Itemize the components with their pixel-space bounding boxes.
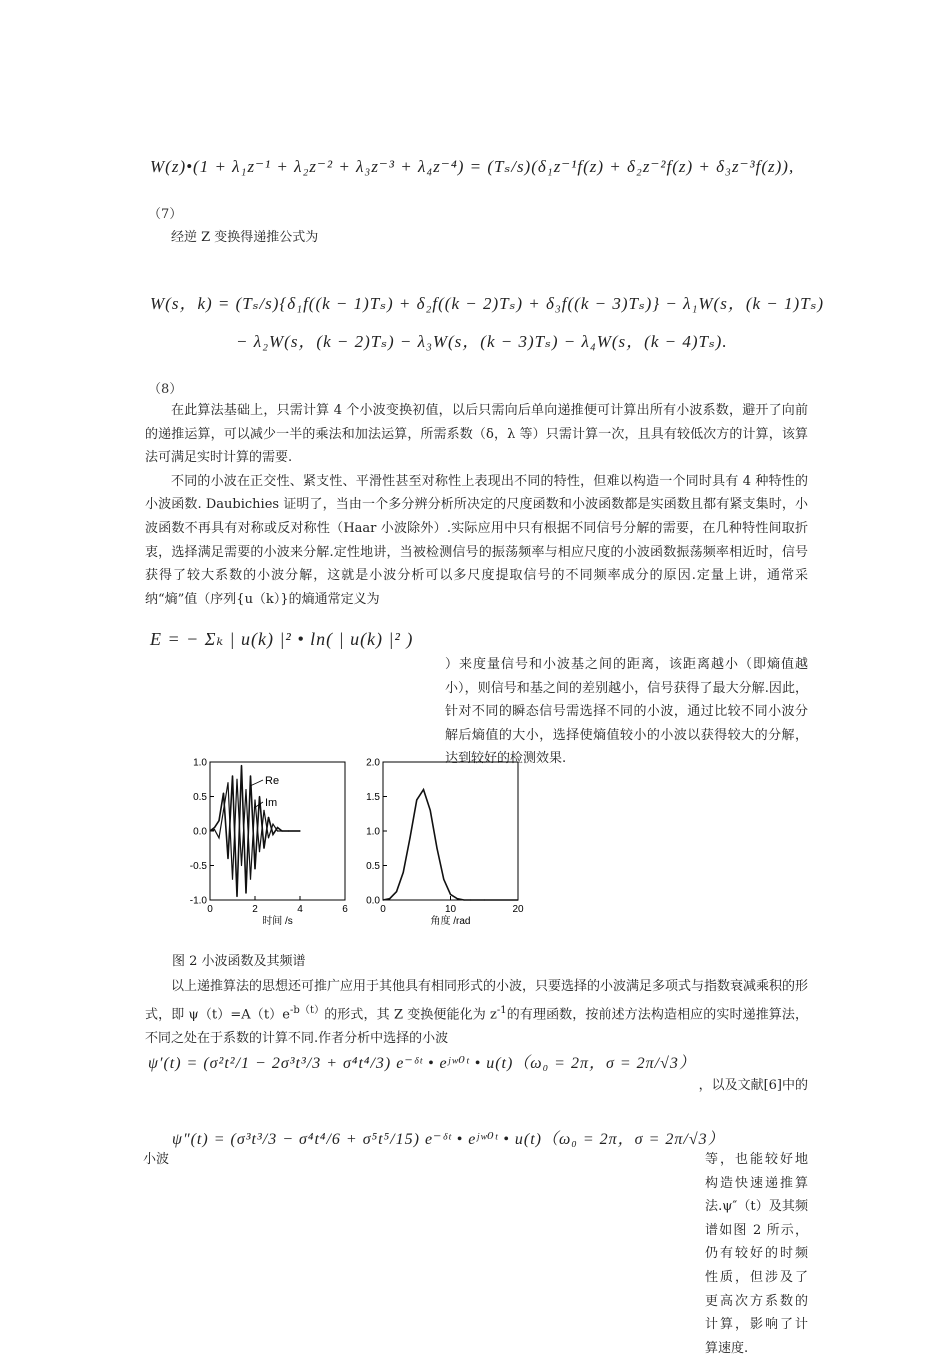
y-tick-label: 1.0 — [366, 826, 380, 838]
psi-double-prime-formula: ψ″(t) = (σ³t³/3 − σ⁴t⁴/6 + σ⁵t⁵/15) e⁻ᵟᵗ • eʲʷ⁰ᵗ • u(t)（ω₀ = 2π，σ = 2π/√3） — [172, 1131, 725, 1148]
y-tick-label: 0.5 — [193, 792, 207, 803]
data-point — [382, 899, 383, 900]
data-point — [227, 858, 228, 859]
data-point — [236, 896, 237, 897]
data-point — [403, 872, 404, 873]
psi-prime-trailer — [145, 1074, 808, 1098]
x-axis-label: 时间 /s — [262, 916, 293, 927]
data-point — [232, 775, 233, 776]
intro-text: 经逆 Z 变换得递推公式为 — [171, 230, 319, 245]
equation-8-line-2: − λ₂W(s，(k − 2)Tₛ) − λ₃W(s，(k − 3)Tₛ) − λ₄W(s，(k − 4)Tₛ). — [236, 332, 728, 351]
x-tick-label: 0 — [207, 904, 213, 915]
data-point — [250, 775, 251, 776]
data-point — [245, 789, 246, 790]
data-point — [396, 891, 397, 892]
paragraph-5: 等，也能较好地构造快速递推算法.ψ″（t）及其频谱如图 2 所示，仍有较好的时频性质，但涉及了更高次方系数的计算，影响了计算速度. — [705, 1152, 808, 1356]
data-point — [430, 810, 431, 811]
annotation-im: Im — [265, 797, 278, 809]
y-tick-label: -1.0 — [189, 895, 207, 907]
data-point — [263, 848, 264, 849]
equation-7-number: （7） — [148, 207, 183, 222]
data-point — [254, 868, 255, 869]
data-point — [299, 830, 300, 831]
data-point — [232, 879, 233, 880]
data-point — [457, 898, 458, 899]
data-point — [272, 824, 273, 825]
exponent-2: -1 — [496, 1004, 507, 1016]
paragraph-5-block — [145, 1148, 808, 1360]
data-point — [450, 894, 451, 895]
psi-prime-trailer-text: ，以及文献[6]中的 — [698, 1078, 808, 1093]
data-point — [241, 865, 242, 866]
exponent-1: -b（t） — [289, 1004, 325, 1016]
y-tick-label: 1.5 — [366, 792, 380, 803]
data-point — [209, 830, 210, 831]
y-tick-label: 2.0 — [366, 757, 380, 769]
x-tick-label: 6 — [342, 904, 348, 915]
plot-frame-1 — [383, 762, 518, 900]
equation-8-number: （8） — [148, 382, 183, 397]
data-point — [223, 810, 224, 811]
series-line-spectrum — [383, 790, 518, 900]
equation-7: W(z)•(1 + λ₁z⁻¹ + λ₂z⁻² + λ₃z⁻³ + λ₄z⁻⁴) = (Tₛ/s)(δ₁z⁻¹f(z) + δ₂z⁻²f(z) + δ₃z⁻³f(z)), — [150, 157, 795, 176]
y-tick-label: -0.5 — [189, 861, 207, 872]
annotation-re: Re — [265, 775, 280, 787]
data-point — [389, 898, 390, 899]
figure-2 — [175, 752, 545, 937]
paragraph-4-part-a: 以上递推算法的思想还可推广应用于其他具有相同形式的小波，只要选择的小波满足多项式与指数衰减乘积的形式，即 ψ（t）=A（t）e — [145, 979, 809, 1022]
data-point — [227, 782, 228, 783]
data-point — [409, 837, 410, 838]
y-tick-label: 1.0 — [193, 757, 207, 769]
data-point — [484, 899, 485, 900]
data-point — [214, 829, 215, 830]
y-tick-label: 0.0 — [366, 895, 380, 907]
data-point — [250, 879, 251, 880]
data-point — [436, 848, 437, 849]
psi-prime-formula: ψ′(t) = (σ²t²/1 − 2σ³t³/3 + σ⁴t⁴/3) e⁻ᵟᵗ • eʲʷ⁰ᵗ • u(t)（ω₀ = 2π，σ = 2π/√3） — [148, 1055, 696, 1072]
data-point — [281, 830, 282, 831]
data-point — [223, 792, 224, 793]
paragraph-4-part-b: 的形式，其 Z 变换便能化为 z — [324, 1006, 497, 1022]
data-point — [259, 796, 260, 797]
x-axis-label: 角度 /rad — [430, 916, 471, 927]
data-point — [245, 893, 246, 894]
data-point — [241, 765, 242, 766]
equation-8-line-1: W(s，k) = (Tₛ/s){δ₁f((k − 1)Tₛ) + δ₂f((k − 2)Tₛ) + δ₃f((k − 3)Tₛ)} − λ₁W(s，(k − 1)Tₛ) — [150, 294, 825, 313]
paragraph-4-part-c: 的有理函数，按前述方法构造相应的实时递推算法，不同之处在于系数的计算不同.作者分析中选择的小波 — [145, 1006, 808, 1046]
data-point — [268, 817, 269, 818]
annotation-leader-re — [250, 780, 263, 786]
paragraph-4 — [145, 975, 808, 1050]
entropy-formula: E = − Σₖ | u(k) |² • ln( | u(k) |² ) — [150, 629, 414, 649]
data-point — [272, 834, 273, 835]
x-tick-label: 0 — [380, 904, 386, 915]
data-point — [288, 830, 289, 831]
body-paragraphs — [145, 399, 808, 611]
data-point — [443, 879, 444, 880]
paragraph-3: ）来度量信号和小波基之间的距离，该距离越小（即熵值越小），则信号和基之间的差别越小，信号获得了最大分解.因此，针对不同的瞬态信号需选择不同的小波，通过比较不同小波分解后熵值的大小，选择使熵值较小的小波以获得较大的分解，达到较好的检测效果. — [445, 657, 808, 767]
data-point — [218, 837, 219, 838]
x-tick-label: 10 — [444, 904, 457, 915]
y-tick-label: 0.0 — [193, 826, 207, 838]
data-point — [517, 899, 518, 900]
data-point — [214, 827, 215, 828]
data-point — [423, 789, 424, 790]
paragraph-4-block — [145, 975, 808, 1050]
x-tick-label: 20 — [512, 904, 524, 915]
figure-caption: 图 2 小波函数及其频谱 — [172, 954, 306, 969]
psi-double-prefix-text: 小波 — [143, 1152, 170, 1167]
data-point — [268, 837, 269, 838]
paragraph-1: 在此算法基础上，只需计算 4 个小波变换初值，以后只需向后单向递推便可计算出所有小波系数，避开了向前的递推运算，可以减少一半的乘法和加法运算，所需系数（δ，λ 等）只需计算一次，且具有较低次方的计算，该算法可满足实时计算的需要. — [145, 403, 808, 466]
data-point — [259, 851, 260, 852]
x-tick-label: 2 — [252, 904, 258, 915]
data-point — [236, 779, 237, 780]
data-point — [463, 899, 464, 900]
data-point — [254, 799, 255, 800]
data-point — [470, 899, 471, 900]
data-point — [416, 799, 417, 800]
x-tick-label: 4 — [297, 904, 303, 915]
y-tick-label: 0.5 — [366, 861, 380, 872]
data-point — [218, 820, 219, 821]
intro-paragraph — [145, 226, 808, 250]
data-point — [263, 810, 264, 811]
paragraph-2: 不同的小波在正交性、紧支性、平滑性甚至对称性上表现出不同的特性，但难以构造一个同时具有 4 种特性的小波函数. Daubichies 证明了，当由一个多分辨分析所决定的尺度函数和小波函数都是实函数且都有紧支集时，小波函数不再具有对称或反对称性（Haar 小波除外）.实际应用中只有根据不同信号分解的需要，在几种特性间取折衷，选择满足需要的小波来分解.定性地讲，当被检测信号的振荡频率与相应尺度的小波函数振荡频率相近时，信号获得了较大系数的小波分解，这就是小波分析可以多尺度提取信号的不同频率成分的原因.定量上讲，通常采纳“熵”值（序列{u（k）}的熵通常定义为 — [145, 473, 808, 607]
data-point — [277, 830, 278, 831]
data-point — [277, 827, 278, 828]
